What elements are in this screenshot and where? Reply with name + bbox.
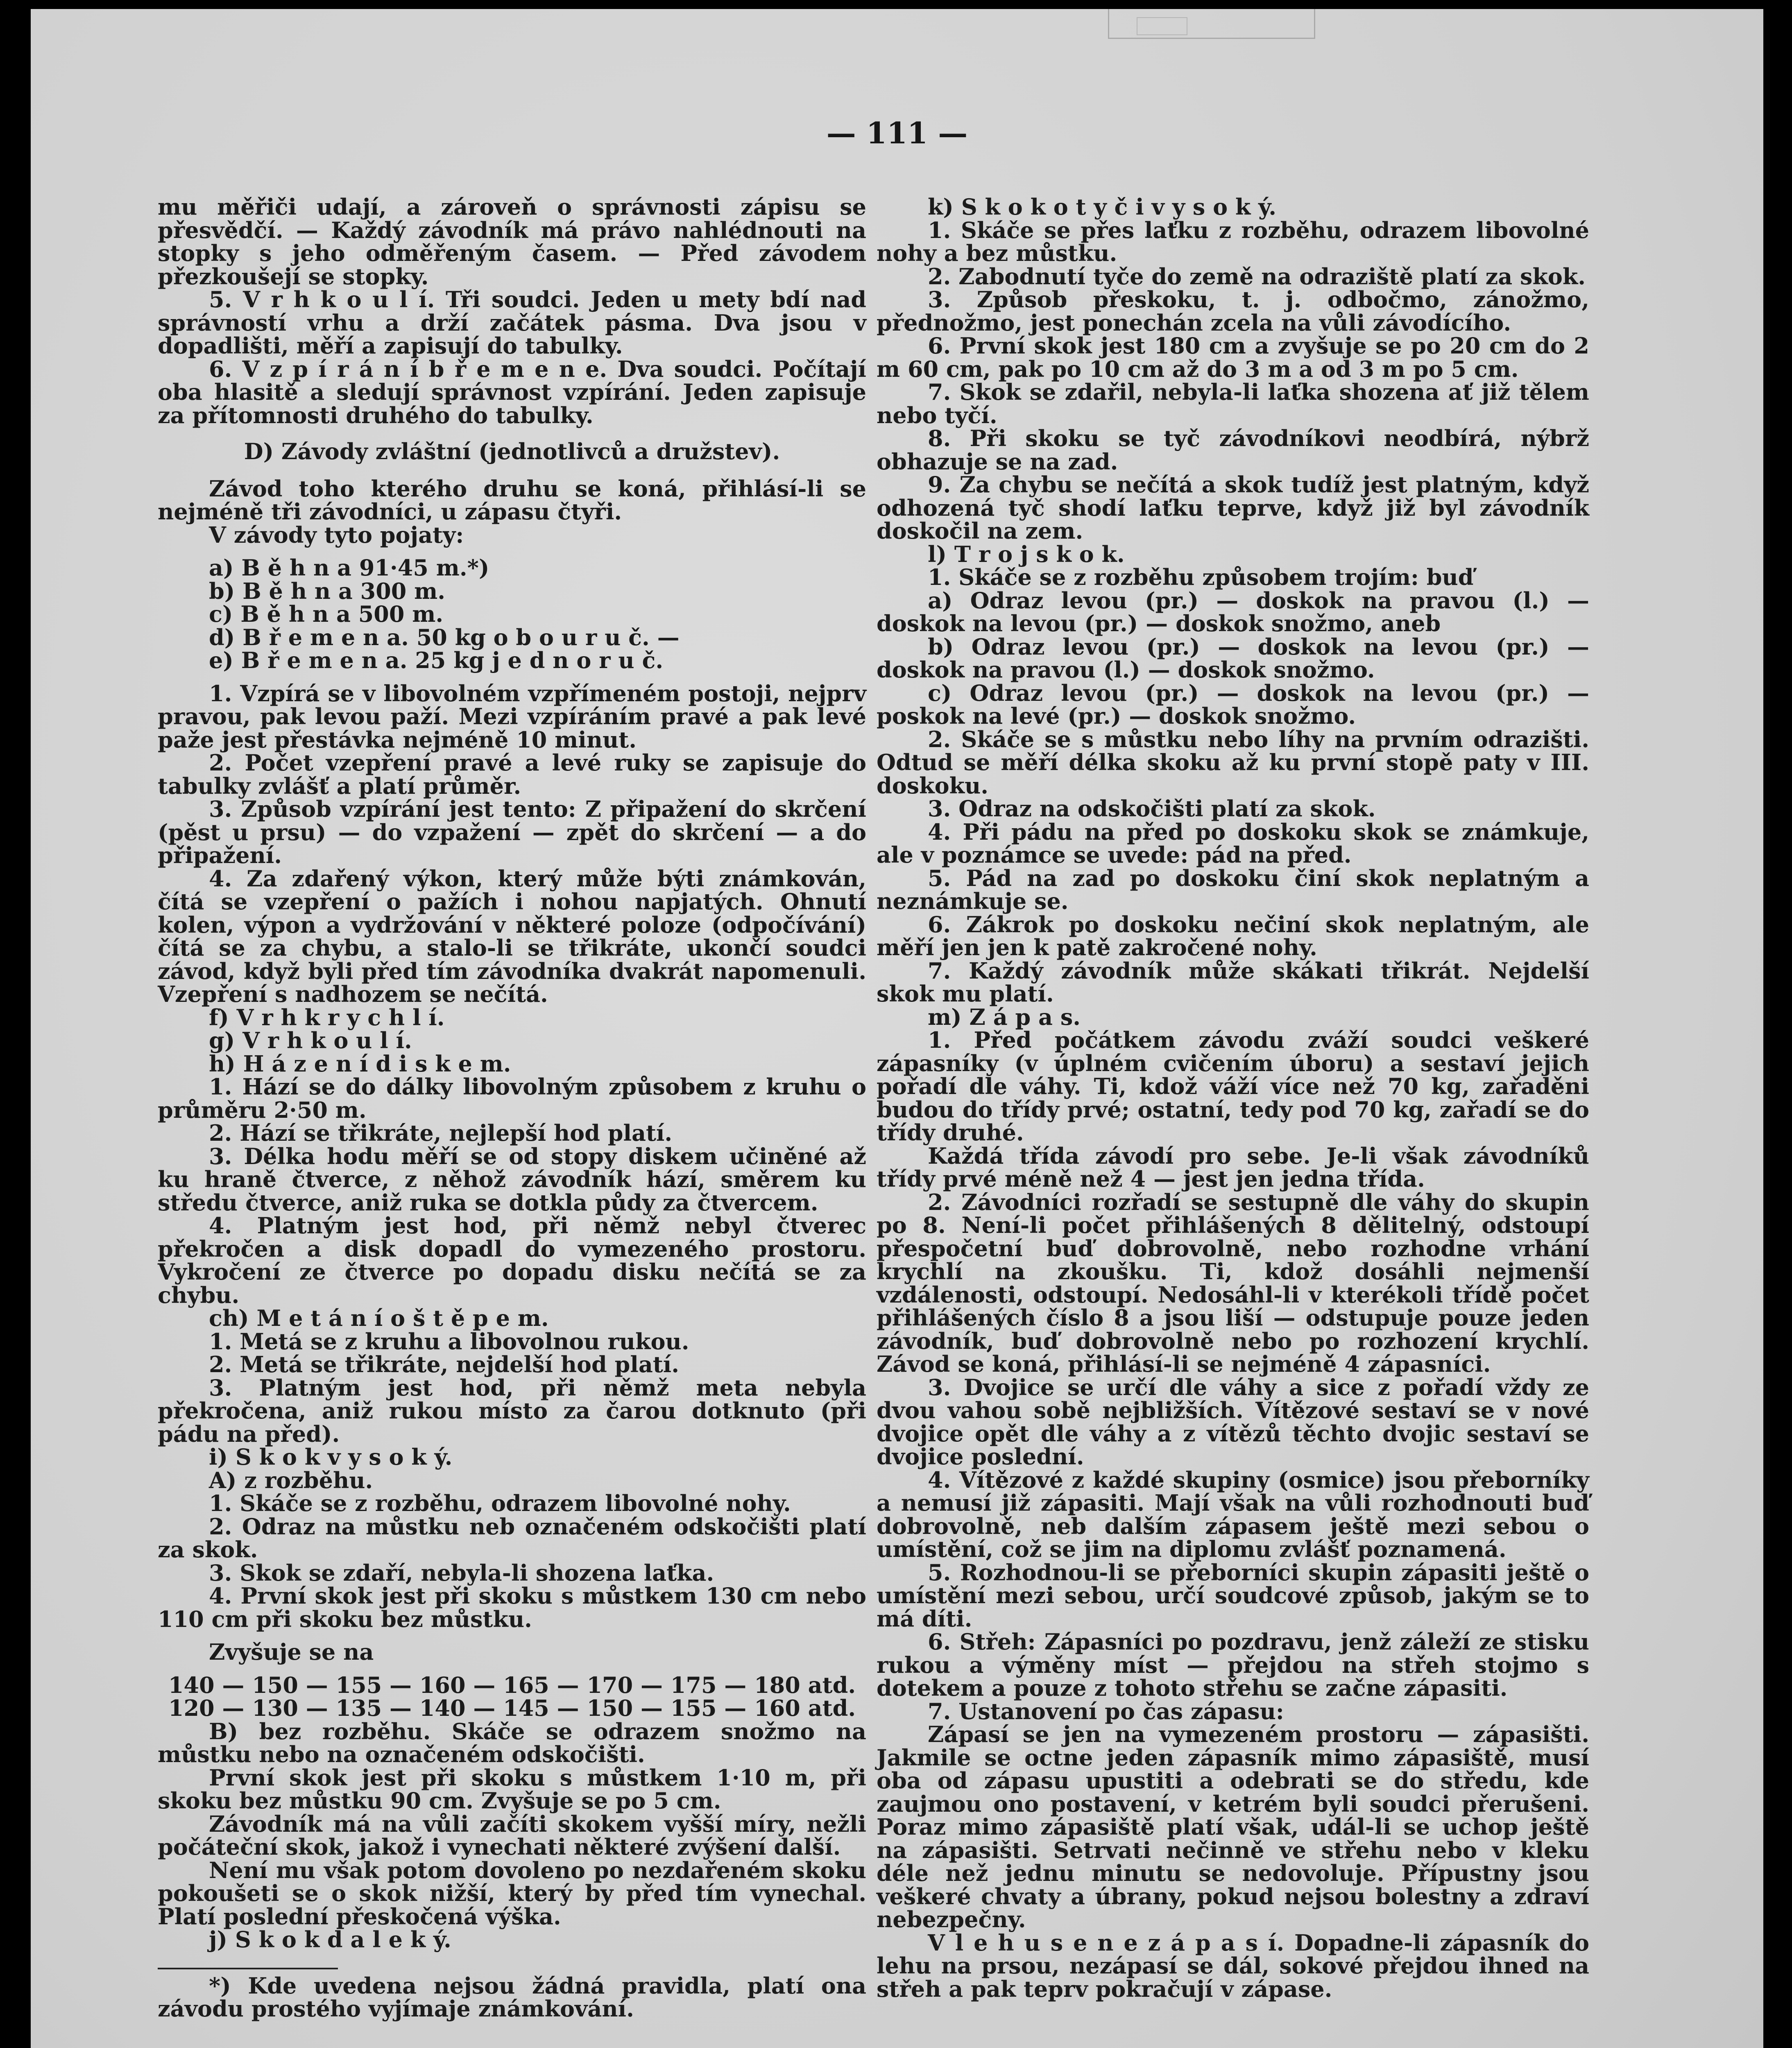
paragraph: Každá třída závodí pro sebe. Je-li však závodníků třídy prvé méně než 4 — jest jen jedna třída.	[877, 1142, 1589, 1192]
subheading: k) S k o k o t y č i v y s o k ý.	[928, 194, 1277, 220]
paragraph: 4. Za zdařený výkon, který může býti známkován, čítá se vzepření o pažích i nohou napjatých. Ohnutí kolen, výpon a vydržování v některé poloze (odpočívání) čítá se za chybu, a stalo-li se třikráte, ukončí soudci závod, když byli před tím závodníka dvakrát napomenuli. Vzepření s nadhozem se nečítá.	[158, 865, 866, 1007]
subheading: l) T r o j s k o k.	[928, 541, 1125, 567]
paragraph: 2. Odraz na můstku neb označeném odskočišti platí za skok.	[158, 1513, 866, 1563]
paragraph: V l e h u s e n e z á p a s í. Dopadne-li zápasník do lehu na prsou, nezápasí se dál, sokové přejdou ihned na střeh a pak teprv pokračují v zápase.	[877, 1929, 1589, 2002]
stamp-mark-inner	[1137, 17, 1187, 35]
paragraph: 2. Hází se třikráte, nejlepší hod platí.	[209, 1120, 673, 1146]
paragraph: 3. Způsob vzpírání jest tento: Z připažení do skrčení (pěst u prsu) — do vzpažení — zpět do skrčení — a do připažení.	[158, 796, 866, 868]
paragraph: 2. Skáče se s můstku nebo líhy na prvním odrazišti. Odtud se měří délka skoku až ku první stopě paty v III. doskoku.	[877, 726, 1589, 799]
paragraph: 2. Zabodnutí tyče do země na odraziště platí za skok.	[928, 263, 1586, 290]
footnote: *) Kde uvedena nejsou žádná pravidla, platí ona závodu prostého vyjímaje známkování.	[158, 1972, 866, 2022]
paragraph: 2. Metá se třikráte, nejdelší hod platí.	[209, 1351, 680, 1377]
section-heading: D) Závody zvláštní (jednotlivců a družstev).	[244, 438, 780, 464]
paragraph: 4. Vítězové z každé skupiny (osmice) jsou přeborníky a nemusí již zápasiti. Mají však na vůli rozhodnouti buď dobrovolně, neb dalším zápasem ještě mezi sebou o umístění, což se jim na diplomu zvlášť poznamená.	[877, 1466, 1589, 1562]
paragraph: 7. Každý závodník může skákati třikrát. Nejdelší skok mu platí.	[877, 957, 1589, 1007]
paragraph: 6. V z p í r á n í b ř e m e n e. Dva soudci. Počítají oba hlasitě a sledují správnost vzpírání. Jeden zapisuje za přítomnosti druhého do tabulky.	[158, 356, 866, 428]
left-column	[158, 195, 866, 2021]
paragraph: c) Odraz levou (pr.) — doskok na levou (pr.) — poskok na levé (pr.) — doskok snožmo.	[877, 680, 1589, 729]
subheading: m) Z á p a s.	[928, 1004, 1081, 1030]
paragraph: 1. Skáče se z rozběhu způsobem trojím: buď	[928, 564, 1474, 590]
list-item: e) B ř e m e n a. 25 kg j e d n o r u č.	[209, 647, 664, 673]
paragraph: 8. Při skoku se tyč závodníkovi neodbírá, nýbrž obhazuje se na zad.	[877, 425, 1589, 475]
subheading: i) S k o k v y s o k ý.	[209, 1444, 453, 1470]
subheading: h) H á z e n í d i s k e m.	[209, 1050, 511, 1077]
paragraph: 1. Vzpírá se v libovolném vzpřímeném postoji, nejprv pravou, pak levou paží. Mezi vzpíráním pravé a pak levé paže jest přestávka nejméně 10 minut.	[158, 680, 866, 753]
paragraph: b) Odraz levou (pr.) — doskok na levou (pr.) — doskok na pravou (l.) — doskok snožmo.	[877, 633, 1589, 683]
paragraph: 4. Platným jest hod, při němž nebyl čtverec překročen a disk dopadl do vymezeného prostoru. Vykročení ze čtverce po dopadu disku nečítá se za chybu.	[158, 1212, 866, 1308]
paragraph: 3. Platným jest hod, při němž meta nebyla překročena, aniž rukou místo za čarou dotknuto (při pádu na před).	[158, 1374, 866, 1447]
paragraph: a) Odraz levou (pr.) — doskok na pravou (l.) — doskok na levou (pr.) — doskok snožmo, aneb	[877, 587, 1589, 637]
paragraph: 4. Při pádu na před po doskoku skok se známkuje, ale v poznámce se uvede: pád na před.	[877, 818, 1589, 868]
paragraph: B) bez rozběhu. Skáče se odrazem snožmo na můstku nebo na označeném odskočišti.	[158, 1718, 866, 1767]
height-sequence: 140 — 150 — 155 — 160 — 165 — 170 — 175 — 180 atd.	[168, 1672, 856, 1698]
subheading: j) S k o k d a l e k ý.	[209, 1926, 451, 1953]
paragraph: 6. Zákrok po doskoku nečiní skok neplatným, ale měří jen jen k patě zakročené nohy.	[877, 911, 1589, 961]
paragraph: Zvyšuje se na	[209, 1639, 374, 1665]
list-item: d) B ř e m e n a. 50 kg o b o u r u č. —	[209, 624, 680, 650]
footnote-rule	[158, 1968, 338, 1969]
page-number: — 111 —	[826, 116, 968, 150]
document-page	[31, 9, 1763, 2048]
paragraph: 3. Délka hodu měří se od stopy diskem učiněné až ku hraně čtverce, z něhož závodník hází, směrem ku středu čtverce, aniž ruka se dotkla půdy za čtvercem.	[158, 1143, 866, 1216]
paragraph: 5. V r h k o u l í. Tři soudci. Jeden u mety bdí nad správností vrhu a drží začátek pásma. Dva jsou v dopadlišti, měří a zapisují do tabulky.	[158, 286, 866, 359]
paragraph: 3. Odraz na odskočišti platí za skok.	[928, 795, 1376, 822]
paragraph: 4. První skok jest při skoku s můstkem 130 cm nebo 110 cm při skoku bez můstku.	[158, 1583, 866, 1632]
paragraph: 9. Za chybu se nečítá a skok tudíž jest platným, když odhozená tyč shodí laťku teprve, když již byl závodník doskočil na zem.	[877, 471, 1589, 544]
paragraph: 3. Skok se zdaří, nebyla-li shozena laťka.	[209, 1559, 714, 1586]
paragraph: 1. Skáče se z rozběhu, odrazem libovolné nohy.	[209, 1490, 791, 1516]
subheading: g) V r h k o u l í.	[209, 1027, 412, 1053]
paragraph: 7. Ustanovení po čas zápasu:	[928, 1698, 1284, 1724]
paragraph: První skok jest při skoku s můstkem 1·10 m, při skoku bez můstku 90 cm. Zvyšuje se po 5 cm.	[158, 1764, 866, 1814]
paragraph: 2. Počet vzepření pravé a levé ruky se zapisuje do tabulky zvlášť a platí průměr.	[158, 750, 866, 799]
paragraph: Závodník má na vůli začíti skokem vyšší míry, nežli počáteční skok, jakož i vynechati některé zvýšení další.	[158, 1810, 866, 1860]
subheading: f) V r h k r y c h l í.	[209, 1004, 445, 1031]
paragraph: 3. Způsob přeskoku, t. j. odbočmo, zánožmo, přednožmo, jest ponechán zcela na vůli závodícího.	[877, 286, 1589, 336]
list-item: c) B ě h n a 500 m.	[209, 601, 444, 627]
paragraph: 1. Před počátkem závodu zváží soudci veškeré zápasníky (v úplném cvičením úboru) a sestaví jejich pořadí dle váhy. Ti, kdož váží více než 70 kg, zařaděni budou do třídy prvé; ostatní, tedy pod 70 kg, zařadí se do třídy druhé.	[877, 1027, 1589, 1146]
paragraph: 5. Rozhodnou-li se přeborníci skupin zápasiti ještě o umístění mezi sebou, určí soudcové způsob, jakým se to má díti.	[877, 1559, 1589, 1632]
subheading: A) z rozběhu.	[209, 1467, 373, 1493]
paragraph: 1. Skáče se přes laťku z rozběhu, odrazem libovolné nohy a bez můstku.	[877, 217, 1589, 266]
paragraph: 6. Střeh: Zápasníci po pozdravu, jenž záleží ze stisku rukou a výměny míst — přejdou na střeh stojmo s dotekem a pouze z tohoto střehu se začne zápasiti.	[877, 1629, 1589, 1701]
right-column	[877, 195, 1589, 2000]
paragraph: 3. Dvojice se určí dle váhy a sice z pořadí vždy ze dvou vahou sobě nejbližších. Vítězové sestaví se v nové dvojice opět dle váhy a z vítězů těchto dvojic sestaví se dvojice poslední.	[877, 1374, 1589, 1470]
paragraph: V závody tyto pojaty:	[209, 521, 464, 548]
subheading: ch) M e t á n í o š t ě p e m.	[209, 1305, 549, 1331]
list-item: b) B ě h n a 300 m.	[209, 578, 446, 604]
paragraph: Není mu však potom dovoleno po nezdařeném skoku pokoušeti se o skok nižší, který by před tím vynechal. Platí poslední přeskočená výška.	[158, 1857, 866, 1930]
paragraph: 6. První skok jest 180 cm a zvyšuje se po 20 cm do 2 m 60 cm, pak po 10 cm až do 3 m a od 3 m po 5 cm.	[877, 333, 1589, 382]
paragraph: Závod toho kterého druhu se koná, přihlásí-li se nejméně tři závodníci, u zápasu čtyři.	[158, 475, 866, 525]
height-sequence: 120 — 130 — 135 — 140 — 145 — 150 — 155 — 160 atd.	[168, 1695, 856, 1721]
paragraph: 1. Hází se do dálky libovolným způsobem z kruhu o průměru 2·50 m.	[158, 1074, 866, 1123]
paragraph: 7. Skok se zdařil, nebyla-li laťka shozena ať již tělem nebo tyčí.	[877, 379, 1589, 428]
list-item: a) B ě h n a 91·45 m.*)	[209, 555, 489, 581]
paragraph: mu měřiči udají, a zároveň o správnosti zápisu se přesvědčí. — Každý závodník má právo nahlédnouti na stopky s jeho odměřeným časem. — Před závodem přezkoušejí se stopky.	[158, 194, 866, 290]
paragraph: Zápasí se jen na vymezeném prostoru — zápasišti. Jakmile se octne jeden zápasník mimo zápasiště, musí oba od zápasu upustiti a odebrati se do středu, kde zaujmou ono postavení, v ketrém byli soudci přerušeni. Poraz mimo zápasiště platí však, udál-li se uchop ještě na zápasišti. Setrvati nečinně ve střehu nebo v kleku déle než jednu minutu se nedovoluje. Přípustny jsou veškeré chvaty a úbrany, pokud nejsou bolestny a zdraví nebezpečny.	[877, 1721, 1589, 1932]
paragraph: 2. Závodníci rozřadí se sestupně dle váhy do skupin po 8. Není-li počet přihlášených 8 dělitelný, odstoupí přespočetní buď dobrovolně, nebo rozhodne vrhání krychlí na zkoušku. Ti, kdož dosáhli nejmenší vzdálenosti, odstoupí. Nedosáhl-li v kterékoli třídě počet přihlášených číslo 8 a jsou liší — odstupuje pouze jeden závodník, buď dobrovolně nebo po rozhození krychlí. Závod se koná, přihlásí-li se nejméně 4 zápasníci.	[877, 1189, 1589, 1377]
paragraph: 1. Metá se z kruhu a libovolnou rukou.	[209, 1328, 689, 1355]
paragraph: 5. Pád na zad po doskoku činí skok neplatným a neznámkuje se.	[877, 865, 1589, 914]
